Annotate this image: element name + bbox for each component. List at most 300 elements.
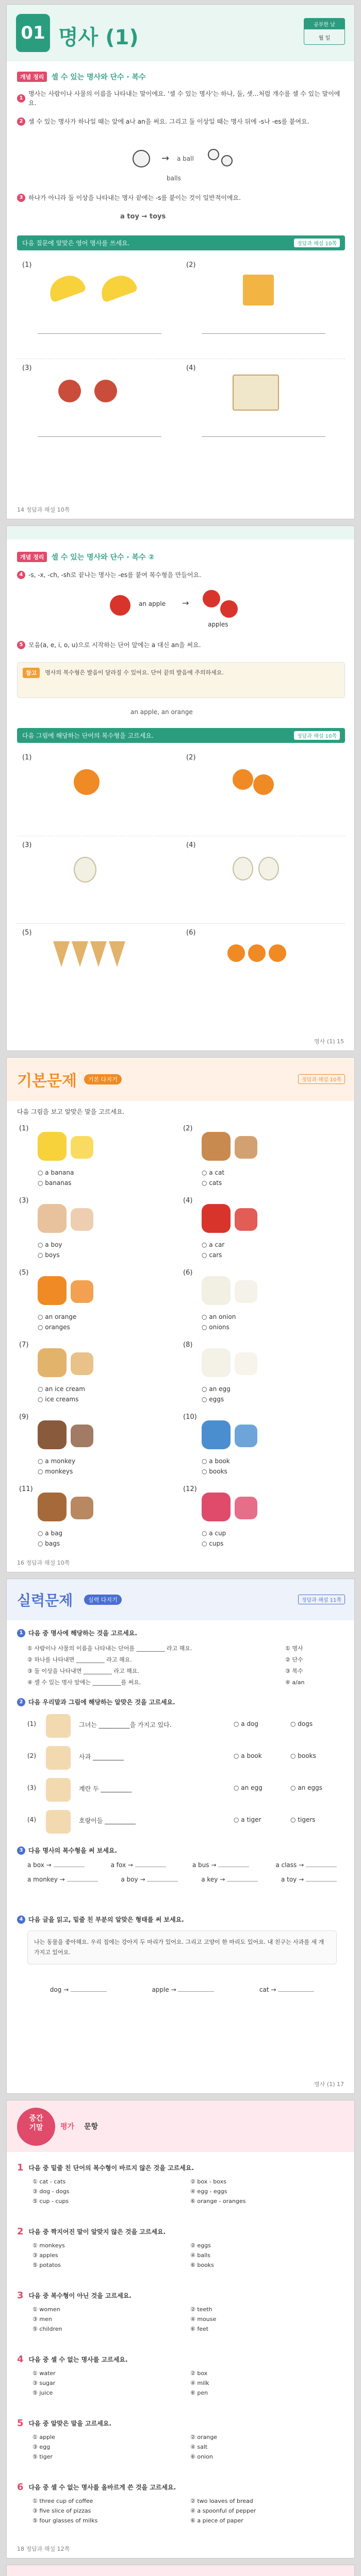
answer-line (71, 1991, 107, 1992)
q3-cell[interactable] (27, 1861, 85, 1869)
ice-cream-cone-icon (53, 941, 70, 967)
answer-line[interactable] (202, 333, 325, 334)
answer-line (278, 1991, 314, 1992)
item-number: (2) (186, 753, 196, 761)
question-header (17, 2418, 345, 2429)
ball-icon (221, 155, 233, 166)
option-grid (32, 2498, 345, 2524)
answer-line (178, 1991, 214, 1992)
note-row (23, 668, 339, 678)
choice-item (17, 1338, 181, 1410)
choice-item (181, 1482, 345, 1554)
choice-item (181, 1194, 345, 1266)
cat-icon (202, 1132, 231, 1161)
exam-question (17, 2290, 345, 2350)
question-text: 다음 중 복수형이 아닌 것을 고르세요. (28, 2292, 132, 2299)
banana-icon (45, 271, 86, 303)
orange-icon (74, 769, 100, 795)
orange-icon (253, 774, 274, 795)
choice-option[interactable]: ○ bags (38, 1540, 60, 1547)
option[interactable]: ⑤ tiger (32, 2453, 53, 2460)
section-title: 실력문제 (17, 1592, 73, 1609)
option[interactable]: ② box - boxs (190, 2178, 226, 2185)
choice-option[interactable]: ○ a cat (202, 1169, 225, 1176)
q1-option[interactable]: ④ a/an (285, 1679, 305, 1686)
example-text: an apple, an orange (130, 708, 193, 716)
q2-sentence: 사과 __________ (79, 1753, 124, 1760)
answer-line (147, 1881, 178, 1882)
q3-cell[interactable] (121, 1876, 178, 1883)
diagram-arrow: → (182, 598, 189, 608)
concept-heading: 셀 수 있는 명사와 단수 · 복수 ② (51, 553, 155, 562)
unit-number: 01 (21, 23, 45, 43)
question-1-text: 다음 중 명사에 해당하는 것을 고르세요. (28, 1630, 137, 1637)
arrow: → (297, 1876, 306, 1883)
q1-line: ② 하나를 나타내면 __________ 라고 해요. (27, 1656, 132, 1663)
box-icon (243, 275, 274, 306)
ice-cream-icon (71, 1352, 93, 1375)
concept-tag: 개념 정리 (17, 72, 47, 82)
onion-icon (74, 857, 96, 883)
q3-word: a class (275, 1861, 297, 1869)
question-header (17, 2226, 345, 2237)
option[interactable]: ⑤ children (32, 2326, 62, 2332)
cup-icon (202, 1493, 231, 1521)
apple-icon (110, 595, 130, 616)
exercise-item (181, 924, 345, 1011)
point-4 (17, 570, 345, 580)
picture-icon (46, 1746, 71, 1770)
item-number: (3) (19, 1197, 29, 1205)
q4-blank[interactable]: dog → (50, 1986, 107, 1993)
arrow: → (297, 1861, 306, 1869)
page-1-header (7, 5, 355, 61)
q3-cell[interactable] (27, 1876, 98, 1883)
page-footer: 14 정답과 해설 10쪽 (17, 506, 70, 513)
q2-option[interactable]: ○ an egg (234, 1784, 262, 1791)
page-3 (6, 1057, 355, 1572)
option[interactable]: ⑤ cup - cups (32, 2198, 69, 2205)
ice-cream-icon (38, 1348, 67, 1377)
apple-icon (220, 600, 238, 618)
answer-tag: 정답과 해설 11쪽 (298, 1595, 345, 1604)
page-6-topband (7, 2565, 355, 2576)
picture-icon (46, 1714, 71, 1738)
choice-option[interactable]: ○ a car (202, 1241, 225, 1248)
picture-icon (46, 1810, 71, 1834)
option[interactable]: ③ men (32, 2316, 52, 2323)
arrow: → (218, 1876, 227, 1883)
concept-heading: 셀 수 있는 명사와 단수 · 복수 (51, 73, 146, 81)
q3-cell[interactable] (281, 1876, 337, 1883)
exam-question (17, 2162, 345, 2222)
question-number: 3 (17, 2290, 24, 2301)
option[interactable]: ③ dog - dogs (32, 2188, 70, 2195)
option[interactable]: ① cat - cats (32, 2178, 66, 2185)
choice-option[interactable]: ○ cars (202, 1251, 222, 1259)
choice-option[interactable]: ○ eggs (202, 1396, 224, 1403)
choice-item (181, 1410, 345, 1482)
orange-icon (38, 1276, 67, 1305)
choice-option[interactable]: ○ a bag (38, 1530, 63, 1537)
car-icon (202, 1204, 231, 1233)
choice-option[interactable]: ○ cups (202, 1540, 224, 1547)
question-header (17, 2482, 345, 2493)
option[interactable]: ⑥ feet (190, 2326, 209, 2332)
answer-line[interactable] (38, 436, 161, 437)
question-number: 1 (17, 2162, 24, 2173)
section-subtitle: 기본 다지기 (84, 1074, 122, 1084)
apple-diagram (110, 590, 265, 631)
choice-option[interactable]: ○ a monkey (38, 1458, 76, 1465)
q3-cell[interactable] (111, 1861, 166, 1869)
option-text: tigers (298, 1816, 316, 1823)
q2-item (17, 1776, 345, 1805)
item-number: (1) (19, 1125, 29, 1132)
option[interactable]: ⑥ onion (190, 2453, 213, 2460)
q4-blank-word: cat (259, 1986, 269, 1993)
q2-sentence: 계란 두 __________ (79, 1785, 132, 1792)
bag-icon (71, 1497, 93, 1519)
item-number: (3) (27, 1784, 36, 1791)
concept-tag: 개념 정리 (17, 552, 47, 562)
q3-word: a fox (110, 1861, 126, 1869)
q3-cell[interactable] (201, 1876, 258, 1883)
choice-option[interactable]: ○ an onion (202, 1313, 236, 1320)
page-4 (6, 1579, 355, 2094)
choice-item (181, 1338, 345, 1410)
instruction: 다음 그림을 보고 알맞은 말을 고르세요. (17, 1108, 125, 1115)
option-text: dogs (298, 1720, 313, 1727)
option-grid (32, 2242, 345, 2268)
option[interactable]: ④ mouse (190, 2316, 217, 2323)
choice-option[interactable]: ○ ice creams (38, 1396, 79, 1403)
unit-title: 명사 (1) (58, 26, 139, 49)
answer-line (306, 1881, 337, 1882)
option[interactable]: ② orange (190, 2434, 218, 2441)
option[interactable]: ① apple (32, 2434, 55, 2441)
choice-option[interactable]: ○ monkeys (38, 1468, 73, 1475)
q1-options (285, 1643, 305, 1688)
question-3-text: 다음 명사의 복수형을 써 보세요. (28, 1847, 117, 1854)
point-1-number: 1 (17, 94, 25, 103)
q1-line: ① 사람이나 사물의 이름을 나타내는 단어를 __________ 라고 해요. (27, 1645, 192, 1652)
q3-row (27, 1876, 337, 1883)
option[interactable]: ④ a spoonful of pepper (190, 2507, 256, 2514)
point-5-number: 5 (17, 641, 25, 649)
question-1 (17, 1629, 137, 1637)
exam-question (17, 2226, 345, 2286)
boy-icon (38, 1204, 67, 1233)
choice-option[interactable]: ○ onions (202, 1324, 229, 1331)
option-text: ice creams (45, 1396, 79, 1403)
book-icon (235, 1425, 257, 1447)
egg-icon (258, 857, 279, 880)
option-text: a book (209, 1458, 230, 1465)
choice-option[interactable]: ○ an orange (38, 1313, 77, 1320)
option[interactable]: ① water (32, 2370, 56, 2377)
item-number: (6) (186, 929, 196, 937)
study-date-value: 월 일 (318, 36, 331, 41)
exercise-row (17, 924, 345, 1011)
q4-blank-word: dog (50, 1986, 62, 1993)
exercise-row (17, 256, 345, 359)
exercise-item (17, 359, 181, 462)
item-number: (2) (27, 1752, 36, 1759)
option-text: a banana (45, 1169, 74, 1176)
item-number: (4) (183, 1197, 193, 1205)
question-text: 다음 중 셀 수 없는 명사를 고르세요. (28, 2356, 128, 2363)
q1-line: ④ 셀 수 있는 명사 앞에는 __________를 써요. (27, 1679, 141, 1686)
item-number: (1) (22, 753, 32, 761)
exercise-tag: 정답과 해설 10쪽 (294, 239, 340, 247)
example-formula: a toy → toys (120, 213, 166, 221)
q4-blank[interactable]: cat → (259, 1986, 314, 1993)
diagram-singular: a ball (177, 155, 194, 162)
q2-item (17, 1744, 345, 1773)
ball-icon (94, 380, 117, 402)
q4-blank-word: apple (152, 1986, 169, 1993)
option[interactable]: ⑥ orange - oranges (190, 2198, 246, 2205)
item-number: (7) (19, 1341, 29, 1349)
option[interactable]: ③ five slice of pizzas (32, 2507, 91, 2514)
question-number: 4 (17, 2354, 24, 2365)
exercise-item (181, 749, 345, 836)
option[interactable]: ③ sugar (32, 2380, 56, 2386)
arrow: → (44, 1861, 54, 1869)
item-number: (1) (22, 261, 32, 269)
item-number: (5) (22, 929, 32, 937)
point-3-number: 3 (17, 194, 25, 202)
arrow: → (209, 1861, 219, 1869)
q2-option[interactable]: ○ a tiger (234, 1816, 261, 1823)
answer-line (227, 1881, 258, 1882)
choice-option[interactable]: ○ a cup (202, 1530, 226, 1537)
q2-option[interactable]: ○ an eggs (290, 1784, 322, 1791)
q1-option[interactable]: ① 명사 (285, 1645, 303, 1652)
page-6 (6, 2565, 355, 2576)
question-1-number: 1 (17, 1629, 25, 1637)
option[interactable]: ⑥ a piece of paper (190, 2517, 243, 2524)
choice-option[interactable]: ○ bananas (38, 1179, 72, 1187)
exercise-row (17, 836, 345, 924)
option[interactable]: ⑤ potatos (32, 2262, 61, 2268)
item-number: (4) (186, 841, 196, 849)
q3-cell[interactable] (192, 1861, 249, 1869)
orange-icon (227, 944, 245, 962)
choice-option[interactable]: ○ oranges (38, 1324, 70, 1331)
option[interactable]: ⑥ pen (190, 2389, 208, 2396)
item-number: (3) (22, 364, 32, 372)
page-footer: 18 정답과 해설 12쪽 (17, 2546, 70, 2552)
ice-cream-icons (53, 941, 125, 977)
point-5 (17, 640, 345, 650)
exercise-item (181, 256, 345, 359)
page-footer: 16 정답과 해설 10쪽 (17, 1560, 70, 1566)
q2-option[interactable]: ○ a dog (234, 1720, 259, 1727)
choice-option[interactable]: ○ an ice cream (38, 1385, 85, 1393)
option[interactable]: ③ apples (32, 2252, 58, 2259)
ice-cream-cone-icon (90, 941, 107, 967)
exam-badge: 중간 기말 (17, 2108, 55, 2146)
banana-icon (97, 271, 138, 303)
q4-blank[interactable]: apple → (152, 1986, 214, 1993)
choice-option[interactable]: ○ cats (202, 1179, 222, 1187)
choice-item (17, 1194, 181, 1266)
answer-line[interactable] (38, 333, 161, 334)
question-number: 6 (17, 2482, 24, 2493)
car-icon (235, 1208, 257, 1231)
q2-sentence: 그녀는 __________을 가지고 있다. (79, 1721, 172, 1728)
choice-option[interactable]: ○ a banana (38, 1169, 74, 1176)
option-text: cats (209, 1179, 222, 1187)
exercise-item (181, 359, 345, 462)
choice-option[interactable]: ○ boys (38, 1251, 60, 1259)
q2-option[interactable]: ○ books (290, 1752, 316, 1759)
option[interactable]: ④ salt (190, 2444, 208, 2450)
option-text: a bag (45, 1530, 63, 1537)
apple-icon (203, 590, 220, 607)
choice-item (17, 1266, 181, 1338)
exercise-instruction: 다음 질문에 알맞은 영어 명사를 쓰세요. (22, 240, 130, 247)
q1-option[interactable]: ③ 복수 (285, 1668, 303, 1674)
option-text: boys (45, 1251, 60, 1259)
exercise-item (17, 924, 181, 1011)
question-header (17, 2162, 345, 2173)
option[interactable]: ② box (190, 2370, 208, 2377)
option[interactable]: ④ milk (190, 2380, 209, 2386)
exam-question (17, 2354, 345, 2414)
concept-heading-row (17, 72, 146, 82)
option-text: an onion (209, 1313, 236, 1320)
option[interactable]: ⑥ books (190, 2262, 214, 2268)
exercise-grid (17, 256, 345, 462)
choice-option[interactable]: ○ an egg (202, 1385, 231, 1393)
option-text: an egg (209, 1385, 231, 1393)
item-number: (6) (183, 1269, 193, 1277)
option[interactable]: ② two loaves of bread (190, 2498, 253, 2504)
arrow: → (126, 1861, 135, 1869)
ball-icon (208, 149, 219, 160)
q2-option[interactable]: ○ dogs (290, 1720, 313, 1727)
ball-icon (58, 380, 81, 402)
option-text: a dog (241, 1720, 259, 1727)
option-text: a boy (45, 1241, 62, 1248)
page-4-header (7, 1579, 355, 1620)
choice-item (17, 1122, 181, 1194)
exercise-grid (17, 749, 345, 1011)
arrow: → (138, 1876, 147, 1883)
point-5-text: 모음(a, e, i, o, u)으로 시작하는 단어 앞에는 a 대신 an을 써요. (28, 641, 201, 649)
question-3 (17, 1846, 117, 1855)
option[interactable]: ④ egg - eggs (190, 2188, 227, 2195)
option-text: an orange (45, 1313, 77, 1320)
q2-option[interactable]: ○ a book (234, 1752, 262, 1759)
page-3-header (7, 1058, 355, 1101)
point-2-number: 2 (17, 117, 25, 126)
banana-icon (71, 1136, 93, 1159)
ice-cream-cone-icon (72, 941, 88, 967)
diagram-plural: apples (208, 621, 228, 628)
item-number: (4) (186, 364, 196, 372)
arrow: → (57, 1876, 67, 1883)
point-4-text: -s, -x, -ch, -sh로 끝나는 명사는 -es를 붙여 복수형을 만들어요. (28, 571, 201, 579)
option-text: an egg (241, 1784, 262, 1791)
ball-diagram (125, 145, 249, 186)
page-2-topband (7, 526, 355, 539)
item-number: (2) (186, 261, 196, 269)
option-text: bags (45, 1540, 60, 1547)
choice-item (17, 1482, 181, 1554)
question-text: 다음 중 알맞은 말을 고르세요. (28, 2420, 111, 2427)
orange-icon (248, 944, 266, 962)
option-grid (32, 2434, 345, 2460)
bag-icon (38, 1493, 67, 1521)
page-5 (6, 2100, 355, 2558)
option-text: books (209, 1468, 227, 1475)
point-2-text: 셀 수 있는 명사가 하나일 때는 앞에 a나 an을 써요. 그리고 둘 이상일 때는 명사 뒤에 -s나 -es를 붙여요. (28, 118, 309, 125)
exam-question (17, 2418, 345, 2478)
q2-item (17, 1712, 345, 1741)
option-text: an eggs (298, 1784, 322, 1791)
choice-option[interactable]: ○ a book (202, 1458, 230, 1465)
page-1 (6, 4, 355, 519)
option-text: a book (241, 1752, 262, 1759)
choice-option[interactable]: ○ books (202, 1468, 227, 1475)
item-number: (9) (19, 1413, 29, 1421)
option[interactable]: ④ balls (190, 2252, 210, 2259)
item-number: (12) (183, 1485, 197, 1493)
option-text: cars (209, 1251, 222, 1259)
section-subtitle: 실력 다지기 (84, 1595, 122, 1605)
option[interactable]: ① monkeys (32, 2242, 65, 2249)
q3-cell[interactable] (275, 1861, 337, 1869)
option[interactable]: ⑤ four glasses of milks (32, 2517, 98, 2524)
choice-item (181, 1122, 345, 1194)
option-text: oranges (45, 1324, 70, 1331)
orange-icon (233, 769, 253, 790)
q1-option[interactable]: ② 단수 (285, 1656, 303, 1663)
option[interactable]: ① women (32, 2306, 60, 2313)
exercise-item (17, 256, 181, 359)
answer-line[interactable] (202, 436, 325, 437)
q1-line: ③ 둘 이상을 나타내면 __________ 라고 해요. (27, 1668, 139, 1674)
q3-row (27, 1861, 337, 1869)
ball-icon (133, 150, 150, 167)
exercise-instruction: 다음 그림에 해당하는 단어의 복수형을 고르세요. (22, 732, 154, 739)
choice-option[interactable]: ○ a boy (38, 1241, 62, 1248)
option[interactable]: ② eggs (190, 2242, 211, 2249)
item-number: (11) (19, 1485, 33, 1493)
option[interactable]: ② teeth (190, 2306, 212, 2313)
onion-icon (202, 1276, 231, 1305)
option[interactable]: ③ egg (32, 2444, 51, 2450)
question-header (17, 2290, 345, 2301)
question-2-text: 다음 우리말과 그림에 해당하는 알맞은 것을 고르세요. (28, 1699, 175, 1706)
question-text: 다음 중 셀 수 없는 명사를 올바르게 쓴 것을 고르세요. (28, 2484, 176, 2491)
exercise-item (181, 836, 345, 924)
item-number: (8) (183, 1341, 193, 1349)
option[interactable]: ⑤ juice (32, 2389, 53, 2396)
house-icon (233, 375, 279, 411)
diagram-arrow: → (161, 153, 170, 164)
egg-icon (235, 1352, 257, 1375)
question-text: 다음 중 짝지어진 말이 알맞지 않은 것을 고르세요. (28, 2228, 166, 2235)
q2-option[interactable]: ○ tigers (290, 1816, 316, 1823)
section-title: 기본문제 (17, 1072, 77, 1090)
exam-question (17, 2482, 345, 2541)
option[interactable]: ① three cup of coffee (32, 2498, 93, 2504)
